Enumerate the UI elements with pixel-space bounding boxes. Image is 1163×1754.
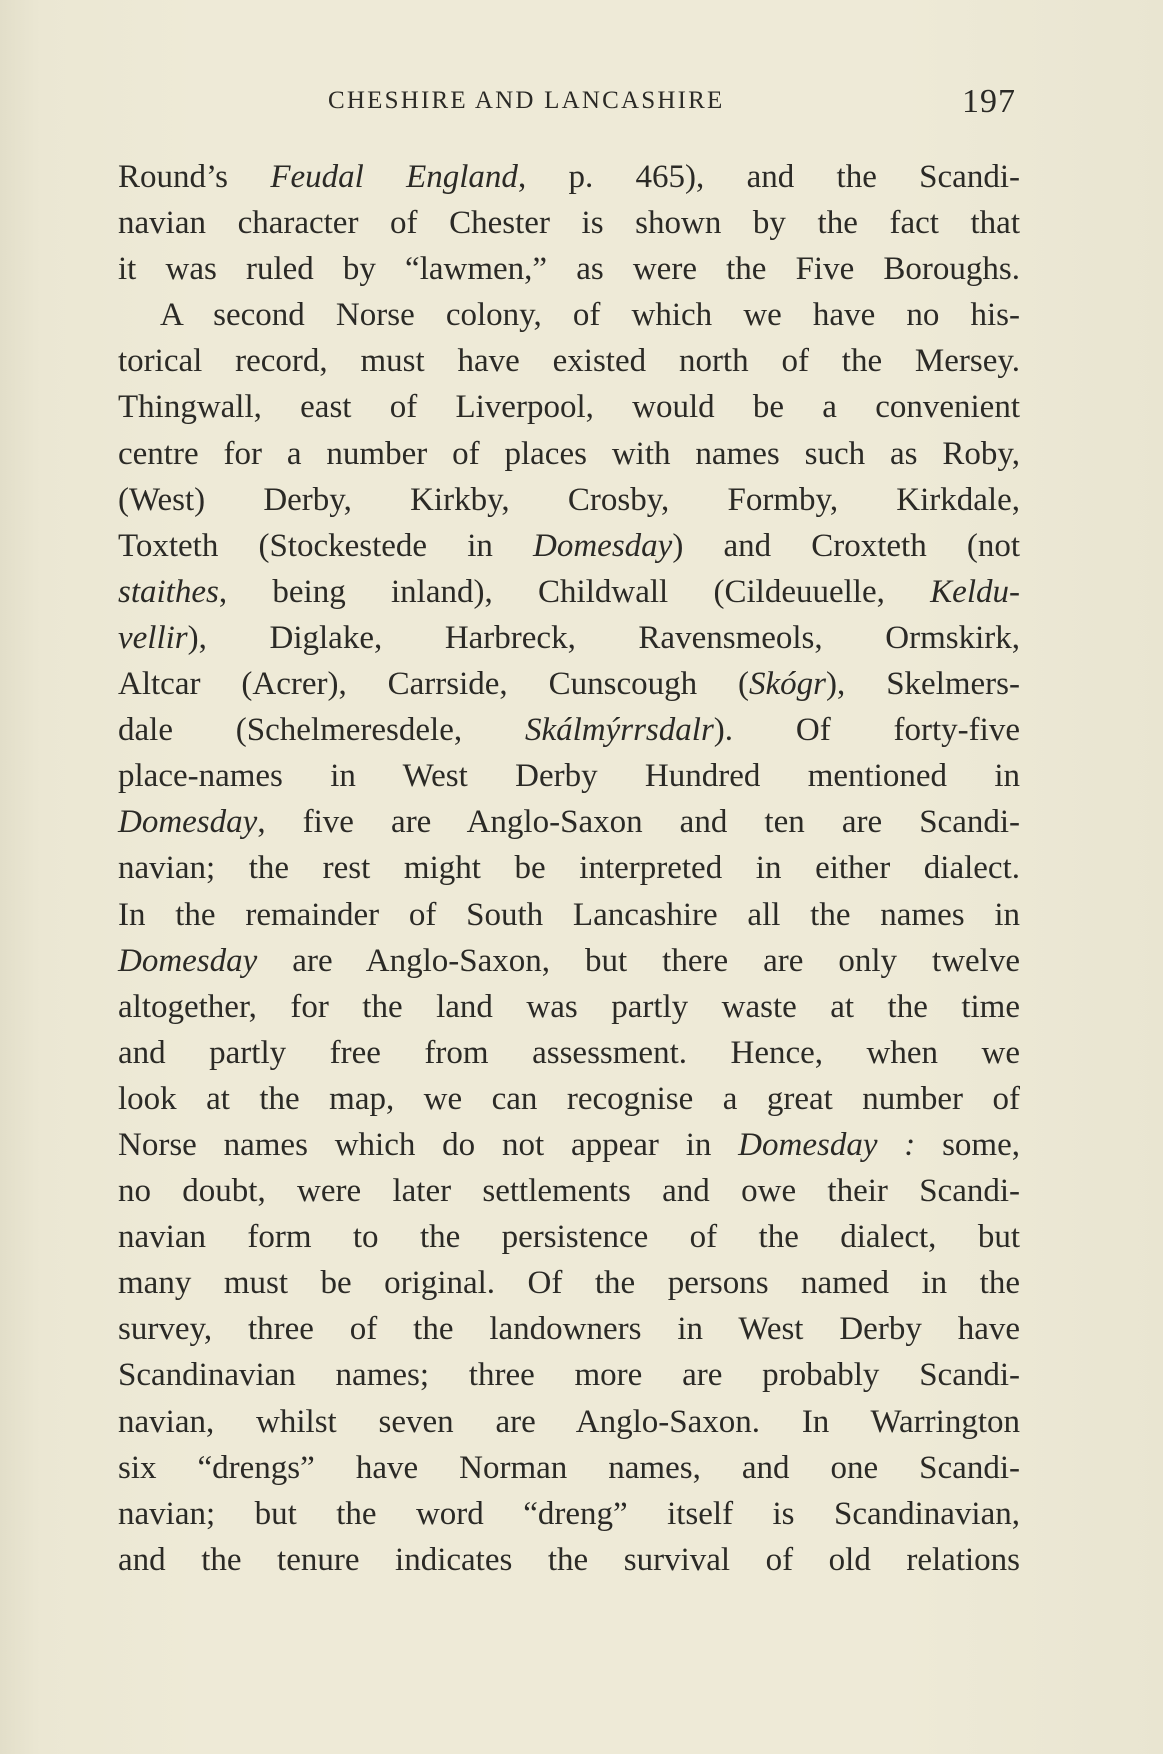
text-line (118, 707, 1020, 753)
text-line (118, 431, 1020, 477)
text-line (118, 938, 1020, 984)
text-run: torical record, must have existed north of the Mersey. (118, 343, 1020, 380)
italic-text: staithes (118, 573, 219, 610)
text-line (118, 1491, 1020, 1537)
text-run: some, (915, 1126, 1020, 1163)
text-line (118, 1306, 1020, 1352)
text-run: , five are Anglo-Saxon and ten are Scandi- (257, 804, 1020, 841)
text-line (118, 523, 1020, 569)
text-line (118, 753, 1020, 799)
text-line (118, 338, 1020, 384)
italic-text: Domesday : (738, 1126, 916, 1163)
text-run: altogether, for the land was partly waste at the time (118, 988, 1020, 1025)
text-line (118, 1168, 1020, 1214)
text-run: Scandinavian names; three more are probably Scandi- (118, 1357, 1020, 1394)
text-run: ), Diglake, Harbreck, Ravensmeols, Ormskirk, (187, 619, 1020, 656)
text-line (118, 200, 1020, 246)
italic-text: Skálmýrrsdalr (524, 712, 714, 749)
text-run: , p. 465), and the Scandi- (517, 159, 1020, 195)
text-run: Round’s (118, 159, 271, 195)
text-run: A second Norse colony, of which we have no his- (160, 297, 1020, 334)
text-run: (West) Derby, Kirkby, Crosby, Formby, Kirkdale, (118, 481, 1020, 518)
text-run: centre for a number of places with names such as Roby, (118, 435, 1020, 472)
text-run: navian character of Chester is shown by the fact that (118, 205, 1020, 242)
text-run: navian, whilst seven are Anglo-Saxon. In Warrington (118, 1403, 1020, 1440)
text-line (118, 984, 1020, 1030)
text-run: no doubt, were later settlements and owe their Scandi- (118, 1173, 1020, 1210)
page-number: 197 (962, 83, 1016, 120)
text-line (118, 892, 1020, 938)
text-line (118, 1122, 1020, 1168)
text-line (118, 1076, 1020, 1122)
text-line (118, 615, 1020, 661)
text-run: dale (Schelmeresdele, (118, 712, 525, 749)
text-run: Norse names which do not appear in (118, 1126, 739, 1163)
body-text (118, 154, 1020, 1583)
text-line (118, 661, 1020, 707)
text-line (118, 845, 1020, 891)
text-line (118, 569, 1020, 615)
text-run: navian form to the persistence of the dialect, but (118, 1219, 1020, 1256)
italic-text: Domesday (118, 942, 258, 979)
text-run: survey, three of the landowners in West Derby have (118, 1311, 1020, 1348)
text-run: are Anglo-Saxon, but there are only twelve (257, 942, 1020, 979)
text-line (118, 1537, 1020, 1583)
text-line (118, 1030, 1020, 1076)
italic-text: Feudal England (270, 159, 518, 195)
text-line (118, 154, 1020, 200)
running-head (118, 83, 1020, 123)
text-run: In the remainder of South Lancashire all the names in (118, 896, 1020, 933)
text-line (118, 1352, 1020, 1398)
text-run: look at the map, we can recognise a great number of (118, 1080, 1020, 1117)
text-line (118, 1399, 1020, 1445)
text-run: and the tenure indicates the survival of old relations (118, 1541, 1020, 1578)
text-line (118, 1214, 1020, 1260)
text-run: place-names in West Derby Hundred mentioned in (118, 758, 1020, 795)
text-run: Altcar (Acrer), Carrside, Cunscough ( (118, 666, 750, 703)
text-run: navian; the rest might be interpreted in either dialect. (118, 850, 1020, 887)
italic-text: Keldu- (930, 573, 1020, 610)
text-line (118, 477, 1020, 523)
text-run: Toxteth (Stockestede in (118, 527, 534, 564)
italic-text: Skógr (749, 666, 827, 703)
text-line (118, 292, 1020, 338)
italic-text: Domesday (118, 804, 258, 841)
text-run: ) and Croxteth (not (672, 527, 1020, 564)
text-run: ). Of forty-five (713, 712, 1020, 749)
text-line (118, 246, 1020, 292)
text-run: and partly free from assessment. Hence, when we (118, 1034, 1020, 1071)
text-run: ), Skelmers- (826, 666, 1021, 703)
text-line (118, 799, 1020, 845)
italic-text: vellir (118, 619, 188, 656)
text-run: navian; but the word “dreng” itself is Scandinavian, (118, 1495, 1020, 1532)
text-line (118, 384, 1020, 430)
text-run: Thingwall, east of Liverpool, would be a convenient (118, 389, 1020, 426)
text-run: six “drengs” have Norman names, and one Scandi- (118, 1449, 1020, 1486)
text-line (118, 1445, 1020, 1491)
italic-text: Domesday (533, 527, 673, 564)
text-run: , being inland), Childwall (Cildeuuelle, (218, 573, 931, 610)
text-run: many must be original. Of the persons named in the (118, 1265, 1020, 1302)
text-line (118, 1260, 1020, 1306)
text-run: it was ruled by “lawmen,” as were the Five Boroughs. (118, 251, 1020, 288)
running-title: CHESHIRE AND LANCASHIRE (328, 87, 725, 114)
